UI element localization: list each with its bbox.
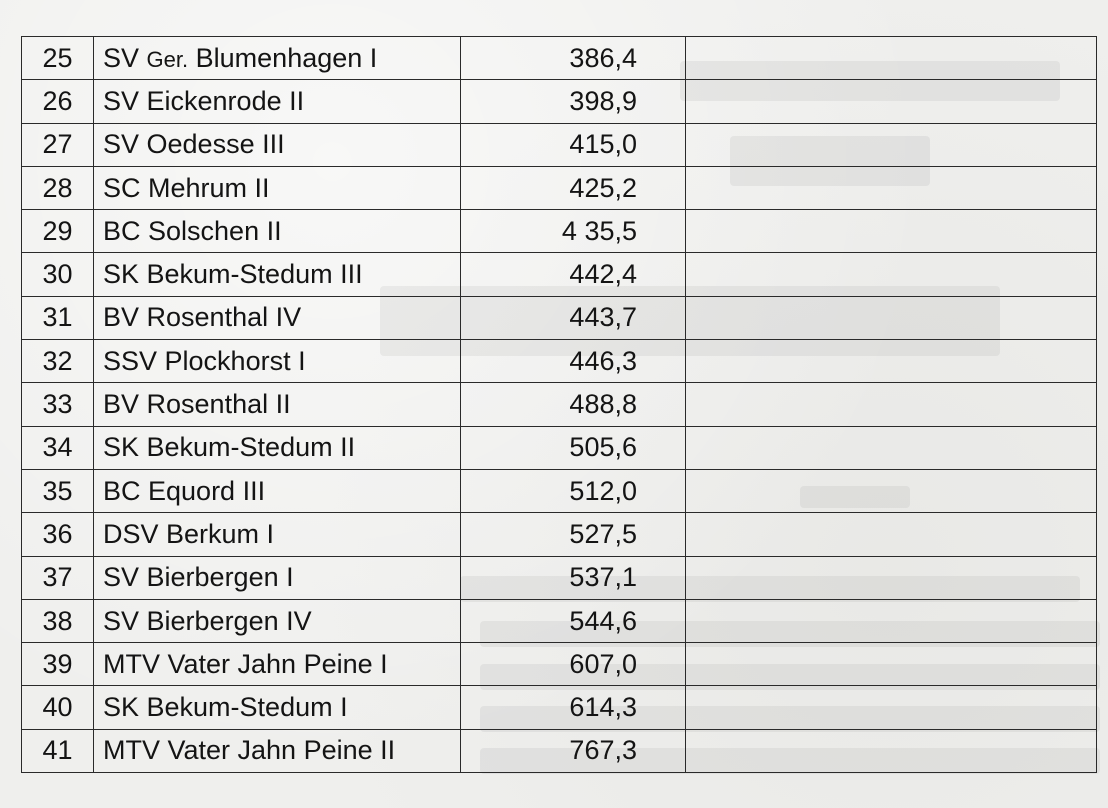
score-cell: 386,4 <box>461 37 686 80</box>
empty-cell <box>686 469 1097 512</box>
results-table <box>21 36 1097 773</box>
empty-cell <box>686 426 1097 469</box>
rank-cell: 25 <box>22 37 94 80</box>
rank-cell: 32 <box>22 340 94 383</box>
table-row <box>22 296 1097 339</box>
team-cell: SK Bekum-Stedum II <box>94 426 461 469</box>
team-cell: BV Rosenthal II <box>94 383 461 426</box>
empty-cell <box>686 599 1097 642</box>
team-cell: SK Bekum-Stedum I <box>94 686 461 729</box>
score-cell: 614,3 <box>461 686 686 729</box>
team-cell: MTV Vater Jahn Peine II <box>94 729 461 772</box>
table-row <box>22 556 1097 599</box>
score-cell: 527,5 <box>461 513 686 556</box>
table-row <box>22 686 1097 729</box>
score-cell: 767,3 <box>461 729 686 772</box>
team-cell: SV Eickenrode II <box>94 80 461 123</box>
rank-cell: 37 <box>22 556 94 599</box>
score-cell: 505,6 <box>461 426 686 469</box>
empty-cell <box>686 166 1097 209</box>
table-row <box>22 166 1097 209</box>
team-cell: BC Equord III <box>94 469 461 512</box>
score-cell: 488,8 <box>461 383 686 426</box>
empty-cell <box>686 513 1097 556</box>
team-cell: SC Mehrum II <box>94 166 461 209</box>
rank-cell: 41 <box>22 729 94 772</box>
score-cell: 607,0 <box>461 643 686 686</box>
score-cell: 537,1 <box>461 556 686 599</box>
empty-cell <box>686 253 1097 296</box>
table-row <box>22 253 1097 296</box>
rank-cell: 29 <box>22 210 94 253</box>
empty-cell <box>686 210 1097 253</box>
table-row <box>22 599 1097 642</box>
table-row <box>22 123 1097 166</box>
table-row <box>22 340 1097 383</box>
table-row <box>22 469 1097 512</box>
rank-cell: 30 <box>22 253 94 296</box>
score-cell: 425,2 <box>461 166 686 209</box>
team-cell: SV Bierbergen IV <box>94 599 461 642</box>
team-cell: SV Bierbergen I <box>94 556 461 599</box>
table-row <box>22 37 1097 80</box>
table-row <box>22 383 1097 426</box>
team-name: Blumenhagen I <box>195 42 378 73</box>
team-cell: BV Rosenthal IV <box>94 296 461 339</box>
rank-cell: 31 <box>22 296 94 339</box>
team-cell: DSV Berkum I <box>94 513 461 556</box>
empty-cell <box>686 80 1097 123</box>
rank-cell: 27 <box>22 123 94 166</box>
empty-cell <box>686 37 1097 80</box>
rank-cell: 40 <box>22 686 94 729</box>
empty-cell <box>686 383 1097 426</box>
rank-cell: 38 <box>22 599 94 642</box>
empty-cell <box>686 123 1097 166</box>
empty-cell <box>686 643 1097 686</box>
rank-cell: 33 <box>22 383 94 426</box>
table-row <box>22 513 1097 556</box>
score-cell: 544,6 <box>461 599 686 642</box>
table-row <box>22 426 1097 469</box>
score-cell: 512,0 <box>461 469 686 512</box>
rank-cell: 28 <box>22 166 94 209</box>
empty-cell <box>686 340 1097 383</box>
empty-cell <box>686 729 1097 772</box>
empty-cell <box>686 296 1097 339</box>
team-prefix-small: Ger. <box>146 46 189 72</box>
rank-cell: 26 <box>22 80 94 123</box>
empty-cell <box>686 686 1097 729</box>
empty-cell <box>686 556 1097 599</box>
team-cell: MTV Vater Jahn Peine I <box>94 643 461 686</box>
score-cell: 415,0 <box>461 123 686 166</box>
table-row <box>22 80 1097 123</box>
team-cell: BC Solschen II <box>94 210 461 253</box>
score-cell: 446,3 <box>461 340 686 383</box>
table-row <box>22 729 1097 772</box>
rank-cell: 34 <box>22 426 94 469</box>
table-row <box>22 210 1097 253</box>
rank-cell: 36 <box>22 513 94 556</box>
rank-cell: 39 <box>22 643 94 686</box>
team-cell <box>94 37 461 80</box>
team-prefix: SV <box>103 42 140 73</box>
rank-cell: 35 <box>22 469 94 512</box>
team-cell: SSV Plockhorst I <box>94 340 461 383</box>
score-cell: 398,9 <box>461 80 686 123</box>
score-cell: 442,4 <box>461 253 686 296</box>
score-cell: 443,7 <box>461 296 686 339</box>
score-cell: 4 35,5 <box>461 210 686 253</box>
team-cell: SK Bekum-Stedum III <box>94 253 461 296</box>
team-cell: SV Oedesse III <box>94 123 461 166</box>
table-row <box>22 643 1097 686</box>
